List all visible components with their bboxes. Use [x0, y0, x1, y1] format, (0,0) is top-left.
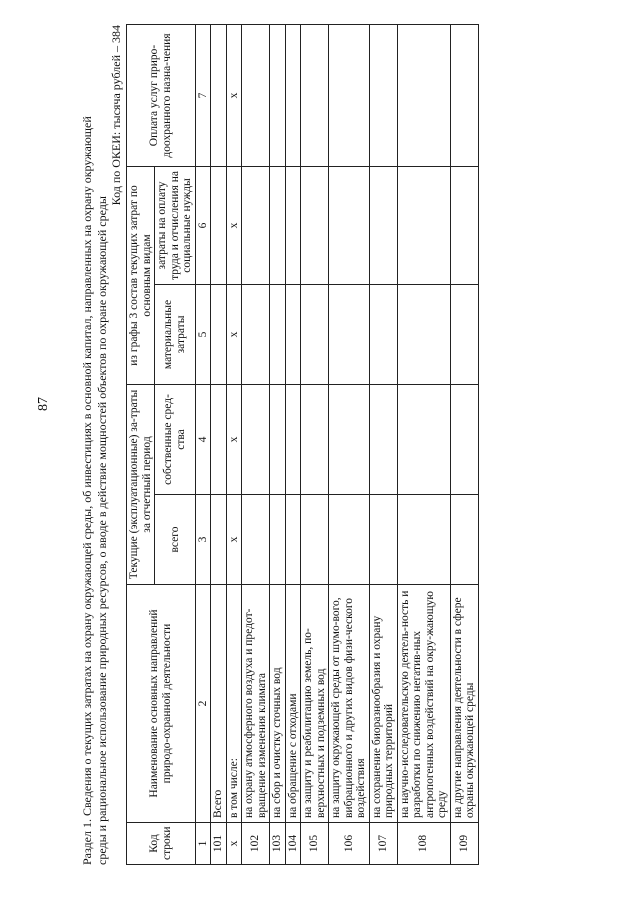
value-cell [450, 284, 478, 384]
row-name: на обращение с отходами [285, 585, 301, 823]
value-cell [369, 284, 397, 384]
header-payment-services: Оплата услуг приро-доохранного назна-чения [127, 24, 196, 166]
header-code: Код строки [127, 823, 196, 865]
expenditure-table [126, 24, 479, 865]
value-cell: х [226, 24, 242, 166]
value-cell: х [226, 284, 242, 384]
value-cell [270, 24, 286, 166]
rotated-page-content [36, 25, 640, 865]
header-current-costs: Текущие (эксплуатационные) за-траты за отчетный период [127, 384, 155, 584]
value-cell [285, 384, 301, 494]
table-body [211, 24, 479, 864]
header-material-costs: материальные затраты [155, 284, 196, 384]
column-number-row [195, 24, 211, 864]
value-cell [270, 284, 286, 384]
row-code: 106 [329, 823, 370, 865]
header-labor-costs: затраты на оплату труда и отчисления на социальные нужды [155, 166, 196, 284]
table-row [226, 24, 242, 864]
value-cell [301, 495, 329, 585]
table-row [369, 24, 397, 864]
value-cell [369, 24, 397, 166]
value-cell [242, 24, 270, 166]
column-number: 6 [195, 166, 211, 284]
value-cell: х [226, 384, 242, 494]
value-cell [369, 495, 397, 585]
row-code: 103 [270, 823, 286, 865]
value-cell [450, 24, 478, 166]
page-number: 87 [36, 397, 51, 411]
table-row [397, 24, 450, 864]
value-cell [450, 166, 478, 284]
row-name: на научно-исследовательскую деятель-ность и разработки по снижению негатив-ных антропогенных воздействий на окру-жающую среду [397, 585, 450, 823]
row-name: на другие направления деятельности в сфере охраны окружающей среды [450, 585, 478, 823]
row-name: на защиту и реабилитацию земель, по-верхностных и подземных вод [301, 585, 329, 823]
column-number: 3 [195, 495, 211, 585]
value-cell [242, 384, 270, 494]
header-total: всего [155, 495, 196, 585]
row-code: 105 [301, 823, 329, 865]
table-row [242, 24, 270, 864]
value-cell [285, 166, 301, 284]
table-row [285, 24, 301, 864]
row-name: на сохранение биоразнообразия и охрану природных территорий [369, 585, 397, 823]
value-cell [285, 495, 301, 585]
table-row [211, 24, 227, 864]
table-row [450, 24, 478, 864]
value-cell [301, 284, 329, 384]
value-cell [329, 24, 370, 166]
value-cell: х [226, 166, 242, 284]
section-title-line-1: Раздел 1. Сведения о текущих затратах на охрану окружающей среды, об инвестициях в основной капитал, направленных на охрану окружающей [80, 116, 94, 865]
value-cell: х [226, 495, 242, 585]
row-code: 102 [242, 823, 270, 865]
row-name: на сбор и очистку сточных вод [270, 585, 286, 823]
value-cell [270, 166, 286, 284]
value-cell [397, 384, 450, 494]
column-number: 4 [195, 384, 211, 494]
row-code: 101 [211, 823, 227, 865]
value-cell [285, 284, 301, 384]
value-cell [211, 166, 227, 284]
row-name: в том числе: [226, 585, 242, 823]
table-row [270, 24, 286, 864]
value-cell [397, 495, 450, 585]
row-name: на охрану атмосферного воздуха и предот-вращение изменения климата [242, 585, 270, 823]
value-cell [369, 384, 397, 494]
row-name: на защиту окружающей среды от шумо-вого, вибрационного и других видов физи-ческого воздействия [329, 585, 370, 823]
value-cell [397, 284, 450, 384]
value-cell [329, 284, 370, 384]
value-cell [369, 166, 397, 284]
table-row [329, 24, 370, 864]
value-cell [329, 495, 370, 585]
value-cell [301, 24, 329, 166]
value-cell [211, 24, 227, 166]
value-cell [301, 166, 329, 284]
value-cell [242, 284, 270, 384]
header-name: Наименование основных направлений природо-охранной деятельности [127, 585, 196, 823]
value-cell [242, 495, 270, 585]
value-cell [285, 24, 301, 166]
section-title-line-2: среды и рациональное использование природных ресурсов, о вводе в действие мощностей объектов по охране окружающей среды [95, 196, 109, 865]
header-own-funds: собственные сред-ства [155, 384, 196, 494]
header-of-column-3: из графы 3 состав текущих затрат по основным видам [127, 166, 155, 384]
value-cell [301, 384, 329, 494]
value-cell [270, 495, 286, 585]
column-number: 2 [195, 585, 211, 823]
value-cell [450, 384, 478, 494]
value-cell [270, 384, 286, 494]
column-number: 5 [195, 284, 211, 384]
value-cell [329, 166, 370, 284]
table-row [301, 24, 329, 864]
value-cell [211, 495, 227, 585]
row-code: 108 [397, 823, 450, 865]
value-cell [242, 166, 270, 284]
column-number: 1 [195, 823, 211, 865]
okei-code: Код по ОКЕИ: тысяча рублей – 384 [109, 25, 123, 206]
value-cell [211, 284, 227, 384]
value-cell [450, 495, 478, 585]
row-name: Всего [211, 585, 227, 823]
row-code: 109 [450, 823, 478, 865]
row-code: 104 [285, 823, 301, 865]
row-code: 107 [369, 823, 397, 865]
row-code: х [226, 823, 242, 865]
value-cell [397, 24, 450, 166]
value-cell [211, 384, 227, 494]
value-cell [397, 166, 450, 284]
column-number: 7 [195, 24, 211, 166]
value-cell [329, 384, 370, 494]
